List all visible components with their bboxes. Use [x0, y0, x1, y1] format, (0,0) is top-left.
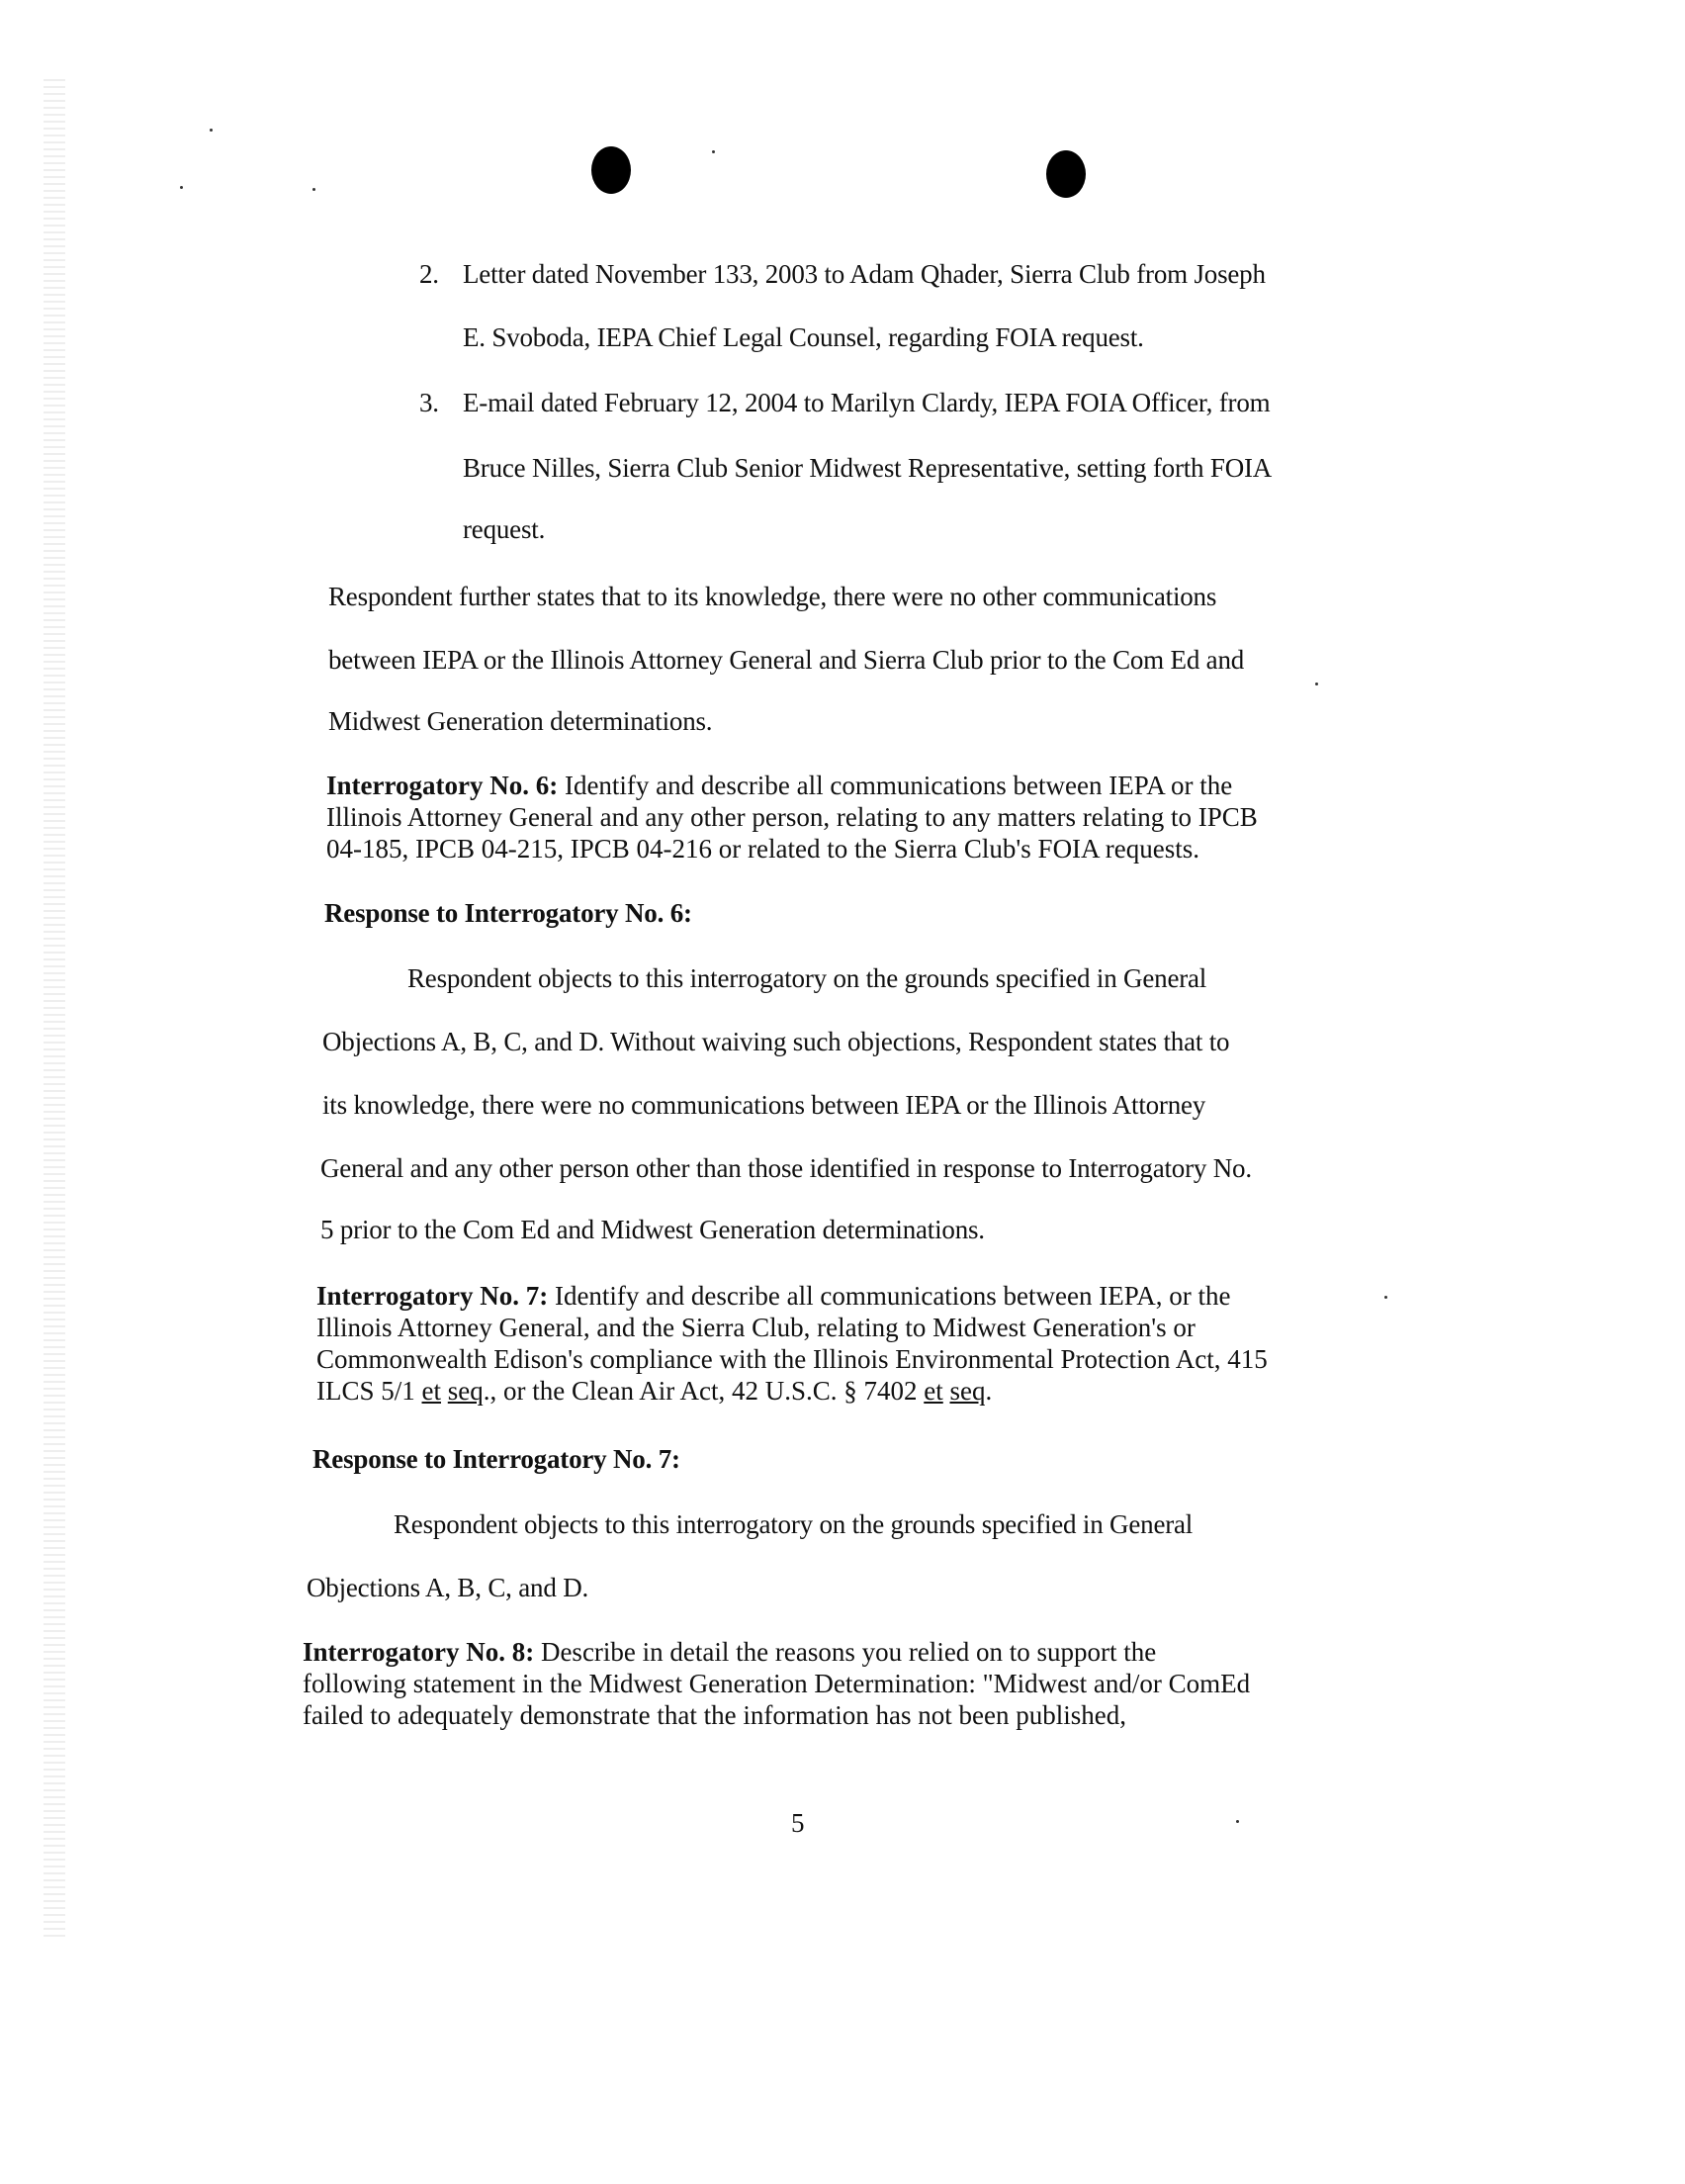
response-6-heading: Response to Interrogatory No. 6:	[324, 898, 692, 928]
list-item-3-line-3: request.	[463, 514, 546, 544]
response-6-line-3: its knowledge, there were no communications between IEPA or the Illinois Attorney	[322, 1090, 1206, 1120]
interrogatory-8-text: Describe in detail the reasons you relied on to support the	[534, 1637, 1157, 1667]
list-item-number: 3.	[419, 388, 439, 417]
list-item-2-line-1	[419, 259, 1266, 290]
list-item-3-line-1	[419, 388, 1270, 418]
citation-clean-air-act: ., or the Clean Air Act, 42 U.S.C. § 7402	[483, 1376, 925, 1406]
interrogatory-8-line-2: following statement in the Midwest Generation Determination: "Midwest and/or ComEd	[303, 1669, 1251, 1698]
interrogatory-6-label: Interrogatory No. 6:	[326, 771, 559, 800]
further-statement-line-3: Midwest Generation determinations.	[328, 706, 713, 736]
interrogatory-8	[303, 1636, 1250, 1731]
scan-speck	[210, 129, 213, 132]
interrogatory-6-line-2: Illinois Attorney General and any other person, relating to any matters relating to IPCB	[326, 802, 1258, 832]
citation-ilcs: ILCS 5/1	[316, 1376, 422, 1406]
interrogatory-7-text: Identify and describe all communications between IEPA, or the	[548, 1281, 1231, 1311]
page-number: 5	[791, 1808, 805, 1838]
interrogatory-8-line-3: failed to adequately demonstrate that the information has not been published,	[303, 1700, 1127, 1730]
further-statement-line-1: Respondent further states that to its knowledge, there were no other communications	[328, 582, 1217, 611]
citation-seq: seq	[447, 1376, 484, 1406]
citation-seq: seq	[949, 1376, 986, 1406]
response-6-line-4: General and any other person other than those identified in response to Interrogatory No.	[320, 1153, 1252, 1183]
scan-speck	[712, 150, 715, 153]
interrogatory-7-line-4	[316, 1375, 1268, 1407]
scan-speck	[1315, 682, 1318, 685]
response-7-heading: Response to Interrogatory No. 7:	[312, 1444, 680, 1474]
response-7-line-1: Respondent objects to this interrogatory on the grounds specified in General	[394, 1509, 1194, 1539]
further-statement-line-2: between IEPA or the Illinois Attorney General and Sierra Club prior to the Com Ed and	[328, 645, 1245, 675]
citation-period: .	[985, 1376, 993, 1406]
citation-et: et	[924, 1376, 943, 1406]
punch-hole-right	[1046, 150, 1086, 198]
list-item-3-line-2: Bruce Nilles, Sierra Club Senior Midwest Representative, setting forth FOIA	[463, 453, 1273, 483]
scan-speck	[1384, 1296, 1387, 1299]
scan-speck	[312, 188, 315, 191]
punch-hole-left	[591, 146, 631, 194]
interrogatory-6	[326, 770, 1258, 864]
citation-et: et	[421, 1376, 442, 1406]
scan-speck	[1236, 1820, 1239, 1823]
interrogatory-8-label: Interrogatory No. 8:	[303, 1637, 535, 1667]
scan-speck	[180, 186, 183, 189]
list-item-text: E-mail dated February 12, 2004 to Marilyn Clardy, IEPA FOIA Officer, from	[463, 388, 1271, 417]
interrogatory-7-line-3: Commonwealth Edison's compliance with the Illinois Environmental Protection Act, 415	[316, 1344, 1268, 1374]
response-6-line-1: Respondent objects to this interrogatory on the grounds specified in General	[407, 963, 1207, 993]
interrogatory-6-text: Identify and describe all communications between IEPA or the	[558, 771, 1233, 800]
list-item-2-line-2: E. Svoboda, IEPA Chief Legal Counsel, regarding FOIA request.	[463, 322, 1144, 352]
list-item-text: Letter dated November 133, 2003 to Adam Qhader, Sierra Club from Joseph	[463, 259, 1266, 289]
interrogatory-6-line-3: 04-185, IPCB 04-215, IPCB 04-216 or related to the Sierra Club's FOIA requests.	[326, 834, 1200, 864]
interrogatory-7-line-2: Illinois Attorney General, and the Sierra Club, relating to Midwest Generation's or	[316, 1313, 1196, 1342]
interrogatory-7-label: Interrogatory No. 7:	[316, 1281, 549, 1311]
response-6-line-5: 5 prior to the Com Ed and Midwest Generation determinations.	[320, 1215, 985, 1244]
response-7-line-2: Objections A, B, C, and D.	[307, 1573, 589, 1602]
interrogatory-7	[316, 1280, 1268, 1407]
response-6-line-2: Objections A, B, C, and D. Without waiving such objections, Respondent states that to	[322, 1027, 1230, 1056]
list-item-number: 2.	[419, 259, 439, 289]
scan-edge-noise	[44, 79, 65, 1939]
